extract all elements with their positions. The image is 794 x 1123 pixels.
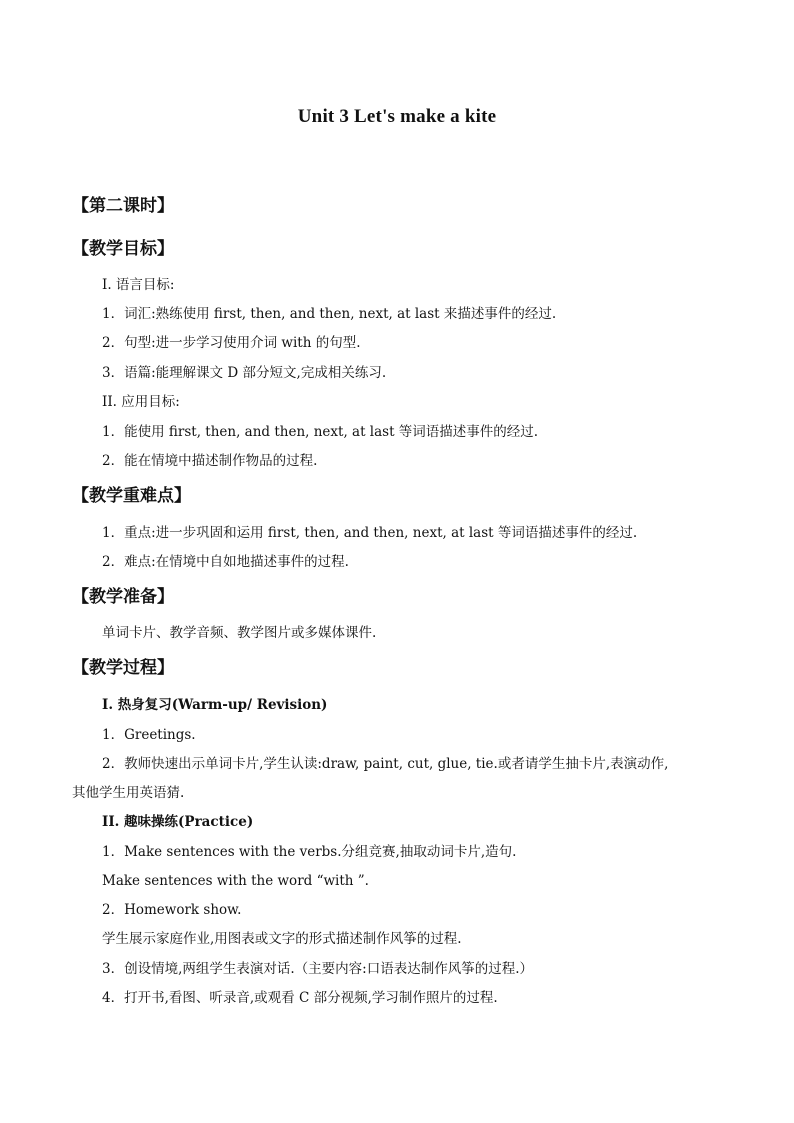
- process-line: 1．Greetings.: [102, 727, 196, 743]
- preparation-line: 单词卡片、教学音频、教学图片或多媒体课件.: [102, 625, 377, 641]
- process-line: 3．创设情境,两组学生表演对话.（主要内容:口语表达制作风筝的过程.）: [102, 961, 534, 977]
- process-line: Make sentences with the word “with ”.: [102, 873, 369, 889]
- process-line: 2．Homework show.: [102, 902, 242, 918]
- objectives-heading: 【教学目标】: [72, 239, 174, 259]
- process-section-practice: II. 趣味操练(Practice): [102, 814, 254, 830]
- objective-line: 1．能使用 first, then, and then, next, at last 等词语描述事件的经过.: [102, 424, 539, 440]
- key-points-heading: 【教学重难点】: [72, 486, 191, 506]
- process-line: 1．Make sentences with the verbs.分组竞赛,抽取动词卡片,造句.: [102, 844, 517, 860]
- document-title: Unit 3 Let's make a kite: [297, 106, 497, 127]
- objective-line: 3．语篇:能理解课文 D 部分短文,完成相关练习.: [102, 365, 387, 381]
- process-line: 2．教师快速出示单词卡片,学生认读:draw, paint, cut, glue, tie.或者请学生抽卡片,表演动作,: [102, 756, 669, 772]
- preparation-heading: 【教学准备】: [72, 587, 174, 607]
- key-point-line: 1．重点:进一步巩固和运用 first, then, and then, next, at last 等词语描述事件的经过.: [102, 525, 638, 541]
- objective-line: 2．能在情境中描述制作物品的过程.: [102, 453, 318, 469]
- key-point-line: 2．难点:在情境中自如地描述事件的过程.: [102, 554, 349, 570]
- lesson-heading: 【第二课时】: [72, 196, 174, 216]
- process-line: 4．打开书,看图、听录音,或观看 C 部分视频,学习制作照片的过程.: [102, 990, 498, 1006]
- process-section-warmup: I. 热身复习(Warm-up/ Revision): [102, 697, 328, 713]
- process-heading: 【教学过程】: [72, 658, 174, 678]
- process-line: 学生展示家庭作业,用图表或文字的形式描述制作风筝的过程.: [102, 931, 462, 947]
- process-line: 其他学生用英语猜.: [72, 785, 185, 801]
- objective-line: I. 语言目标:: [102, 277, 175, 293]
- objective-line: II. 应用目标:: [102, 394, 180, 410]
- objective-line: 2．句型:进一步学习使用介词 with 的句型.: [102, 335, 361, 351]
- objective-line: 1．词汇:熟练使用 first, then, and then, next, at last 来描述事件的经过.: [102, 306, 557, 322]
